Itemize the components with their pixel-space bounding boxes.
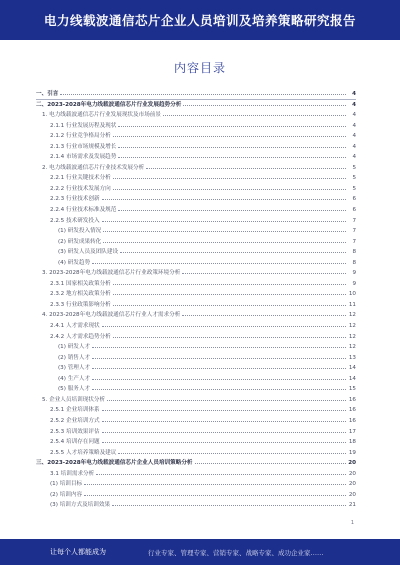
toc-leader	[195, 462, 346, 464]
footer-slogan: 让每个人都能成为	[50, 548, 106, 556]
toc-entry-page: 4	[352, 154, 356, 161]
toc-leader	[163, 114, 346, 116]
toc-entry[interactable]	[36, 184, 356, 195]
toc-entry-page: 14	[348, 365, 356, 372]
toc-entry[interactable]	[36, 300, 356, 311]
toc-entry-page: 8	[352, 249, 356, 256]
page-number: 1	[350, 520, 354, 526]
toc-entry[interactable]	[36, 216, 356, 227]
toc-entry-page: 5	[352, 185, 356, 192]
toc-entry-text: (4) 生产人才	[58, 375, 91, 382]
toc-entry[interactable]	[36, 163, 356, 174]
toc-entry[interactable]	[36, 332, 356, 343]
toc-entry[interactable]	[36, 384, 356, 395]
toc-entry-page: 21	[348, 502, 356, 509]
toc-entry-page: 16	[348, 396, 356, 403]
page-header	[0, 0, 400, 40]
toc-entry-text: 二、2023-2028年电力线载波通信芯片行业发展趋势分析	[36, 101, 182, 108]
toc-entry[interactable]	[36, 173, 356, 184]
toc-entry-text: 三、2023-2028年电力线载波通信芯片企业人员培训策略分析	[36, 460, 193, 467]
toc-entry-text: 2.4.1 人才需求现状	[50, 323, 100, 330]
toc-leader	[92, 378, 346, 380]
toc-leader	[92, 388, 346, 390]
toc-entry-text: 1. 电力线载波通信芯片行业发展现状及市场前景	[42, 112, 161, 119]
toc-entry-text: 4. 2023-2028年电力线载波通信芯片行业人才需求分析	[42, 312, 181, 319]
toc-entry-text: 2.4.2 人才需求趋势分析	[50, 333, 111, 340]
toc-entry-text: 2.1.3 行业市场规模及增长	[50, 143, 117, 150]
toc-entry[interactable]	[36, 100, 356, 111]
toc-entry[interactable]	[36, 289, 356, 300]
toc-entry-page: 11	[348, 301, 356, 308]
toc-entry-text: 2.2.3 行业技术创新	[50, 196, 100, 203]
header-title: 电力线载波通信芯片企业人员培训及培养策略研究报告	[43, 13, 356, 28]
toc-entry[interactable]	[36, 353, 356, 364]
toc-entry-page: 12	[348, 323, 356, 330]
toc-leader	[118, 146, 346, 148]
toc-entry[interactable]	[36, 490, 356, 501]
toc-entry[interactable]	[36, 194, 356, 205]
toc-leader	[102, 198, 346, 200]
toc-entry-text: 一、引言	[36, 91, 59, 97]
toc-leader	[84, 483, 346, 485]
toc-entry-page: 4	[352, 101, 356, 108]
footer-tagline: 行业专家、管理专家、营销专家、战略专家、成功企业家……	[148, 548, 324, 557]
toc-entry-page: 15	[348, 386, 356, 393]
toc-entry[interactable]	[36, 258, 356, 269]
toc-leader	[182, 314, 346, 316]
toc-entry-page: 10	[348, 291, 356, 298]
toc-entry-text: (5) 服务人才	[58, 386, 91, 393]
toc-entry-text: (4) 研发趋势	[58, 259, 91, 266]
doc-title: 内容目录	[173, 61, 226, 75]
toc-entry[interactable]	[36, 310, 356, 321]
toc-entry-text: 3. 2023-2028年电力线载波通信芯片行业政策环境分析	[42, 270, 181, 277]
toc-leader	[92, 346, 346, 348]
toc-leader	[118, 156, 346, 158]
table-of-contents	[36, 89, 356, 511]
toc-entry-page: 6	[352, 207, 356, 214]
toc-entry-text: 2.5.1 企业培训体系	[50, 407, 100, 414]
toc-leader	[182, 272, 346, 274]
toc-leader	[113, 304, 346, 306]
toc-entry-text: 3.1 培训需求分析	[50, 470, 95, 477]
toc-entry-page: 5	[352, 175, 356, 182]
toc-entry-page: 14	[348, 375, 356, 382]
toc-entry[interactable]	[36, 237, 356, 248]
toc-entry-page: 20	[348, 481, 356, 488]
toc-entry-page: 4	[352, 122, 356, 129]
toc-leader	[120, 251, 346, 253]
toc-entry-page: 12	[348, 312, 356, 319]
toc-entry-page: 9	[352, 280, 356, 287]
toc-entry[interactable]	[36, 279, 356, 290]
toc-entry-text: (3) 管理人才	[58, 365, 91, 372]
toc-entry-text: 2.5.4 培训存在问题	[50, 439, 100, 446]
toc-entry-page: 20	[348, 460, 356, 467]
toc-leader	[118, 125, 346, 127]
toc-leader	[102, 431, 346, 433]
toc-leader	[113, 293, 346, 295]
toc-entry[interactable]	[36, 469, 356, 480]
toc-entry[interactable]	[36, 448, 356, 459]
toc-entry-text: (3) 研发人员及团队建设	[58, 249, 119, 256]
toc-leader	[102, 220, 346, 222]
toc-leader	[102, 409, 346, 411]
toc-entry[interactable]	[36, 427, 356, 438]
toc-entry-page: 6	[352, 196, 356, 203]
toc-entry-text: 2.1.1 行业发展历程及现状	[50, 122, 117, 129]
toc-entry-page: 8	[352, 259, 356, 266]
toc-entry[interactable]	[36, 479, 356, 490]
toc-entry[interactable]	[36, 374, 356, 385]
toc-entry-page: 13	[348, 354, 356, 361]
toc-entry[interactable]	[36, 131, 356, 142]
toc-entry-text: (1) 研发投入情况	[58, 228, 102, 235]
toc-entry-text: (2) 培训内容	[50, 491, 83, 498]
toc-leader	[84, 494, 346, 496]
toc-entry[interactable]	[36, 121, 356, 132]
toc-entry[interactable]	[36, 458, 356, 469]
toc-entry-page: 4	[352, 143, 356, 150]
page-footer	[0, 539, 400, 565]
toc-entry-page: 20	[348, 491, 356, 498]
toc-entry-page: 9	[352, 270, 356, 277]
toc-leader	[102, 420, 346, 422]
toc-leader	[113, 283, 346, 285]
toc-entry-page: 16	[348, 417, 356, 424]
toc-leader	[60, 93, 346, 95]
toc-entry-text: (1) 培训目标	[50, 481, 83, 488]
toc-entry-text: 2.2.2 行业技术发展方向	[50, 185, 111, 192]
toc-leader	[112, 504, 346, 506]
toc-entry[interactable]	[36, 205, 356, 216]
toc-entry-page: 7	[352, 228, 356, 235]
toc-entry[interactable]	[36, 226, 356, 237]
toc-leader	[113, 188, 346, 190]
toc-leader	[92, 357, 346, 359]
toc-entry[interactable]	[36, 416, 356, 427]
toc-entry-text: 2.5.5 人才培养策略及建议	[50, 449, 117, 456]
toc-entry-text: (2) 研发成果转化	[58, 238, 102, 245]
toc-entry[interactable]	[36, 142, 356, 153]
toc-leader	[113, 177, 346, 179]
toc-leader	[113, 135, 346, 137]
toc-leader	[183, 104, 346, 106]
toc-entry-text: 2.2.1 行业关键技术分析	[50, 175, 111, 182]
toc-entry-page: 16	[348, 407, 356, 414]
toc-leader	[96, 473, 346, 475]
toc-leader	[92, 367, 346, 369]
toc-entry-text: 2.5.2 企业培训方式	[50, 417, 100, 424]
toc-entry[interactable]	[36, 268, 356, 279]
toc-entry[interactable]	[36, 89, 356, 100]
toc-entry[interactable]	[36, 321, 356, 332]
toc-leader	[102, 325, 346, 327]
toc-entry-page: 4	[352, 112, 356, 119]
toc-entry-text: 2.2.5 技术研发投入	[50, 217, 100, 224]
toc-entry-page: 7	[352, 217, 356, 224]
toc-entry[interactable]	[36, 110, 356, 121]
toc-entry-text: 2.3.1 国家相关政策分析	[50, 280, 111, 287]
toc-entry[interactable]	[36, 152, 356, 163]
toc-entry-page: 4	[352, 91, 356, 97]
toc-entry-page: 12	[348, 344, 356, 351]
toc-entry-text: 2. 电力线载波通信芯片行业技术发展分析	[42, 164, 145, 171]
toc-entry-text: (2) 销售人才	[58, 354, 91, 361]
toc-entry[interactable]	[36, 247, 356, 258]
toc-leader	[103, 230, 346, 232]
toc-entry[interactable]	[36, 342, 356, 353]
toc-entry[interactable]	[36, 437, 356, 448]
toc-entry-text: 2.2.4 行业技术标准及规范	[50, 207, 117, 214]
toc-entry[interactable]	[36, 395, 356, 406]
toc-leader	[146, 167, 346, 169]
toc-entry[interactable]	[36, 500, 356, 511]
toc-leader	[118, 452, 346, 454]
toc-entry-page: 7	[352, 238, 356, 245]
toc-entry-page: 18	[348, 439, 356, 446]
toc-leader	[103, 241, 346, 243]
toc-entry-text: 2.3.2 地方相关政策分析	[50, 291, 111, 298]
toc-leader	[113, 336, 346, 338]
toc-entry-text: 2.1.4 市场需求及发展趋势	[50, 154, 117, 161]
toc-leader	[92, 262, 346, 264]
toc-leader	[107, 399, 346, 401]
toc-entry-text: 2.3.3 行业政策影响分析	[50, 301, 111, 308]
toc-entry-page: 5	[352, 164, 356, 171]
toc-entry-text: 5. 企业人员培训现状分析	[42, 396, 106, 403]
toc-entry-text: (3) 培训方式及培训效果	[50, 502, 111, 509]
toc-entry-text: 2.5.3 培训效果评估	[50, 428, 100, 435]
toc-leader	[102, 441, 346, 443]
toc-entry-text: 2.1.2 行业竞争格局分析	[50, 133, 111, 140]
toc-entry-page: 20	[348, 470, 356, 477]
toc-entry-page: 17	[348, 428, 356, 435]
toc-entry-text: (1) 研发人才	[58, 344, 91, 351]
toc-entry-page: 12	[348, 333, 356, 340]
toc-entry[interactable]	[36, 363, 356, 374]
toc-entry-page: 19	[348, 449, 356, 456]
toc-entry-page: 4	[352, 133, 356, 140]
toc-entry[interactable]	[36, 405, 356, 416]
toc-leader	[118, 209, 346, 211]
